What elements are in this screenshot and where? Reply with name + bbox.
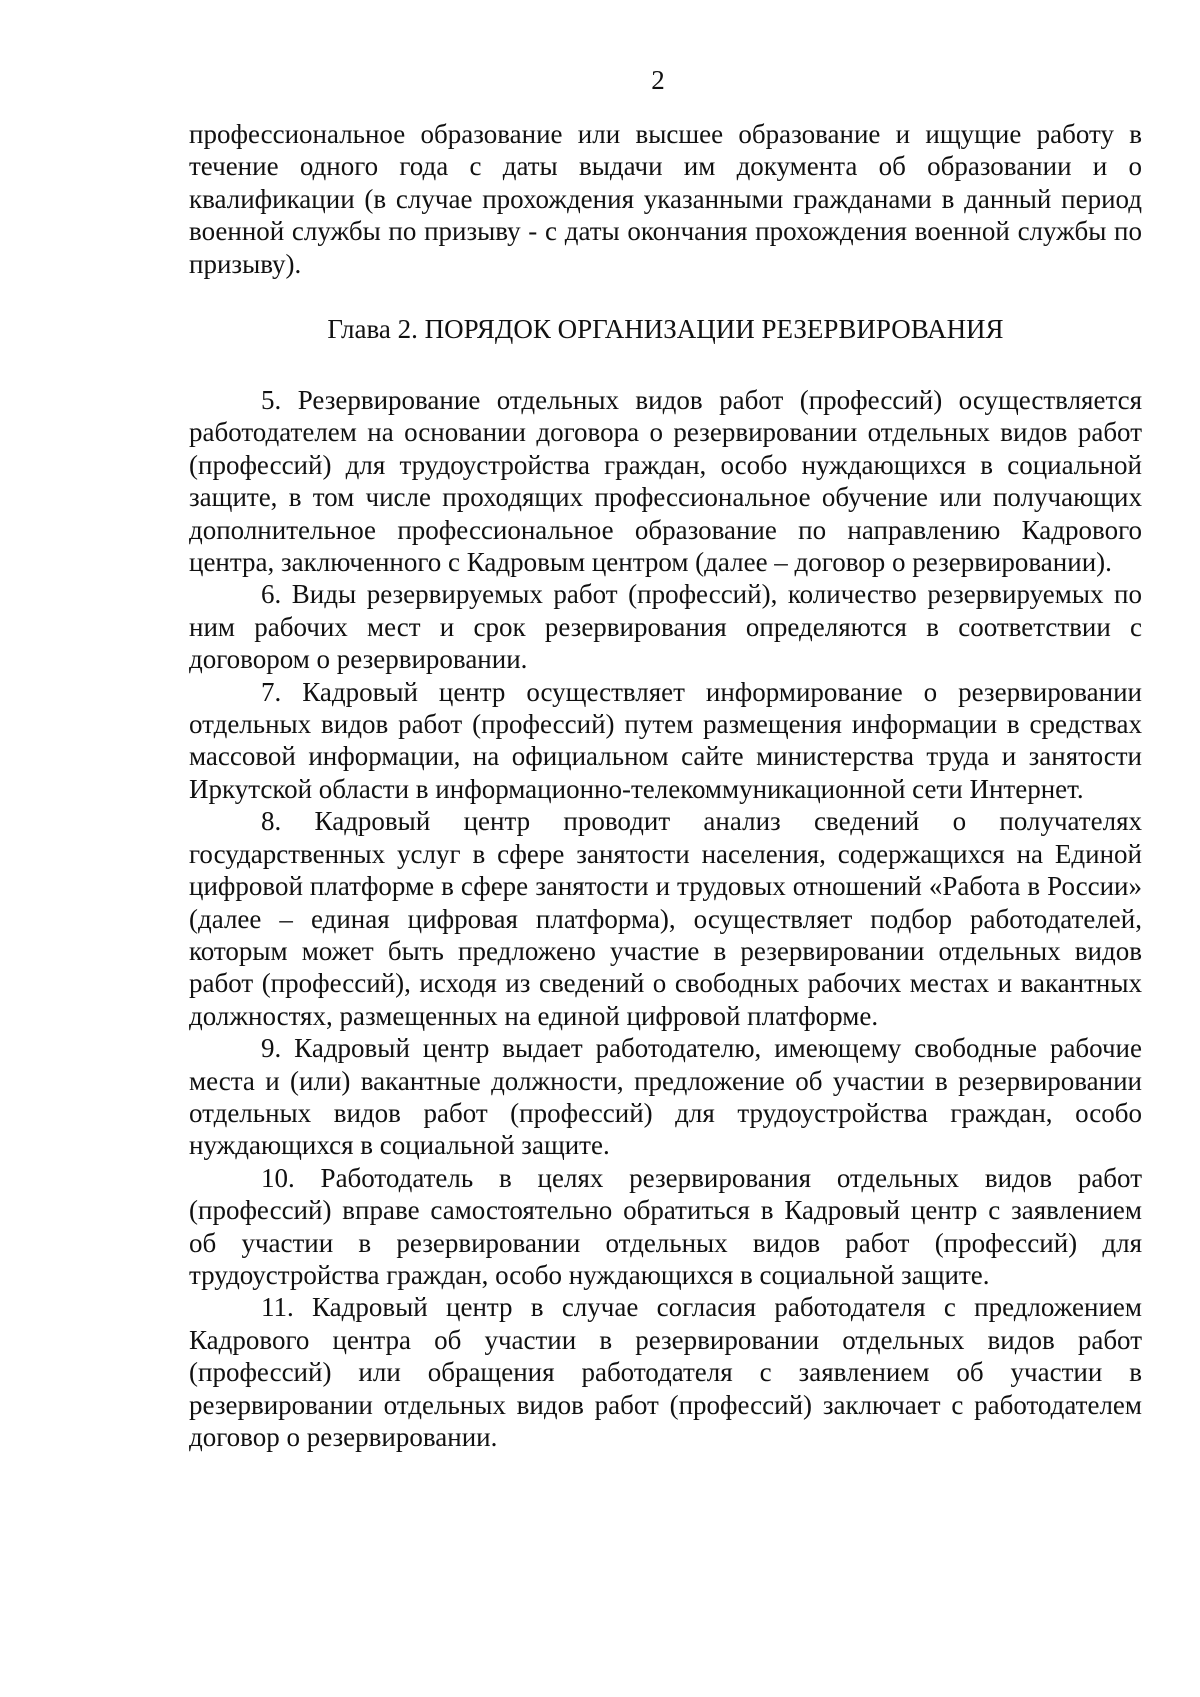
clause-8: 8. Кадровый центр проводит анализ сведений о получателях государственных услуг в сфере занятости населения, содержащихся на Единой цифровой платформе в сфере занятости и трудовых отношений «Работа в России» (далее – единая цифровая платформа), осуществляет подбор работодателей, которым может быть предложено участие в резервировании отдельных видов работ (профессий), исходя из сведений о свободных рабочих местах и вакантных должностях, размещенных на единой цифровой платформе. <box>189 806 1142 1031</box>
clause-5: 5. Резервирование отдельных видов работ (профессий) осуществляется работодателем на основании договора о резервировании отдельных видов работ (профессий) для трудоустройства граждан, особо нуждающихся в социальной защите, в том числе проходящих профессиональное обучение или получающих дополнительное профессиональное образование по направлению Кадрового центра, заключенного с Кадровым центром (далее – договор о резервировании). <box>189 385 1142 578</box>
clause-10: 10. Работодатель в целях резервирования отдельных видов работ (профессий) вправе самостоятельно обратиться в Кадровый центр с заявлением об участии в резервировании отдельных видов работ (профессий) для трудоустройства граждан, особо нуждающихся в социальной защите. <box>189 1162 1142 1290</box>
clause-7: 7. Кадровый центр осуществляет информирование о резервировании отдельных видов работ (профессий) путем размещения информации в средствах массовой информации, на официальном сайте министерства труда и занятости Иркутской области в информационно-телекоммуникационной сети Интернет. <box>189 676 1142 804</box>
page-number: 2 <box>651 65 665 95</box>
chapter-heading: Глава 2. ПОРЯДОК ОРГАНИЗАЦИИ РЕЗЕРВИРОВАНИЯ <box>327 314 1004 344</box>
intro-paragraph: профессиональное образование или высшее образование и ищущие работу в течение одного года с даты выдачи им документа об образовании и о квалификации (в случае прохождения указанными гражданами в данный период военной службы по призыву - с даты окончания прохождения военной службы по призыву). <box>189 119 1142 279</box>
clause-6: 6. Виды резервируемых работ (профессий), количество резервируемых по ним рабочих мест и срок резервирования определяются в соответствии с договором о резервировании. <box>189 579 1142 675</box>
clause-11: 11. Кадровый центр в случае согласия работодателя с предложением Кадрового центра об участии в резервировании отдельных видов работ (профессий) или обращения работодателя с заявлением об участии в резервировании отдельных видов работ (профессий) заключает с работодателем договор о резервировании. <box>189 1292 1142 1452</box>
clauses-section <box>189 384 1142 1453</box>
clause-9: 9. Кадровый центр выдает работодателю, имеющему свободные рабочие места и (или) вакантные должности, предложение об участии в резервировании отдельных видов работ (профессий) для трудоустройства граждан, особо нуждающихся в социальной защите. <box>189 1033 1142 1161</box>
